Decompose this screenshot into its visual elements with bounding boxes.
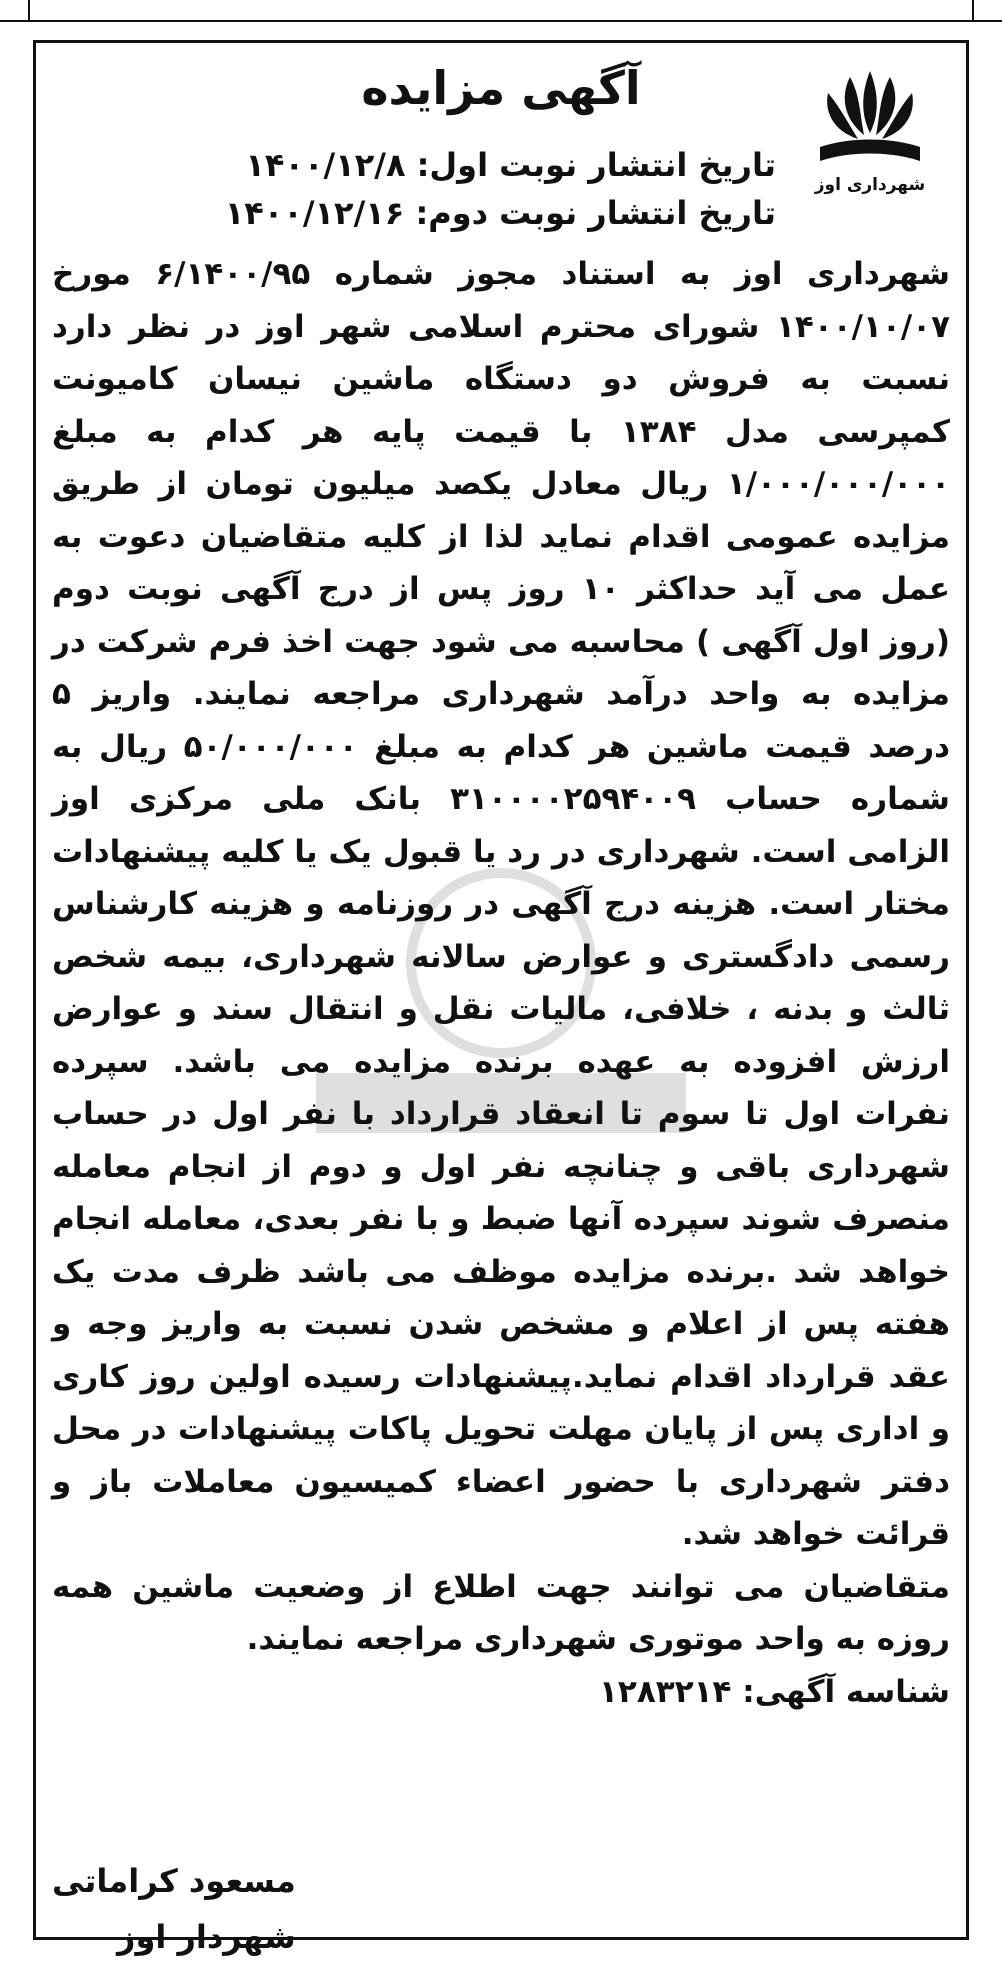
body-paragraph-main: شهرداری اوز به استناد مجوز شماره ۶/۱۴۰۰/۹۵ مورخ ۱۴۰۰/۱۰/۰۷ شورای محترم اسلامی شهر اوز در نظر دارد نسبت به فروش دو دستگاه ماشین نیسان کامیونت کمپرسی مدل ۱۳۸۴ با قیمت پایه هر کدام به مبلغ ۱/۰۰۰/۰۰۰/۰۰۰ ریال معادل یکصد میلیون تومان از طریق مزایده عمومی اقدام نماید لذا از کلیه متقاضیان دعوت به عمل می آید حداکثر ۱۰ روز پس از درج آگهی نوبت دوم (روز اول آگهی ) محاسبه می شود جهت اخذ فرم شرکت در مزایده به واحد درآمد شهرداری مراجعه نمایند. واریز ۵ درصد قیمت ماشین هر کدام به مبلغ ۵۰/۰۰۰/۰۰۰ ریال به شماره حساب ۳۱۰۰۰۰۲۵۹۴۰۰۹ بانک ملی مرکزی اوز الزامی است. شهرداری در رد یا قبول یک یا کلیه پیشنهادات مختار است. هزینه درج آگهی در روزنامه و هزینه کارشناس رسمی دادگستری و عوارض سالانه شهرداری، بیمه شخص ثالث و بدنه ، خلافی، مالیات نقل و انتقال سند و عوارض ارزش افزوده به عهده برنده مزایده می باشد. سپرده نفرات اول تا سوم تا انعقاد قرارداد با نفر اول در حساب شهرداری باقی و چنانچه نفر اول و دوم از انجام معامله منصرف شوند سپرده آنها ضبط و با نفر بعدی، معامله انجام خواهد شد .برنده مزایده موظف می باشد ظرف مدت یک هفته پس از اعلام و مشخص شدن نسبت به واریز وجه و عقد قرارداد اقدام نماید.پیشنهادات رسیده اولین روز کاری و اداری پس از پایان مهلت تحویل پاکات پیشنهادات در محل دفتر شهرداری با حضور اعضاء کمیسیون معاملات باز و قرائت خواهد شد. — [52, 256, 950, 1552]
second-publication-date: تاریخ انتشار نوبت دوم: ۱۴۰۰/۱۲/۱۶ — [224, 194, 776, 232]
ad-id: شناسه آگهی: ۱۲۸۳۲۱۴ — [599, 1673, 950, 1710]
logo-caption: شهرداری اوز — [814, 175, 926, 195]
notice-body — [52, 248, 950, 1718]
signer-title: شهردار اوز — [117, 1918, 296, 1956]
body-paragraph-inspection: متقاضیان می توانند جهت اطلاع از وضعیت ماشین همه روزه به واحد موتوری شهرداری مراجعه نمایند. — [52, 1568, 950, 1657]
page-title: آگهی مزایده — [361, 61, 641, 115]
first-publication-date: تاریخ انتشار نوبت اول: ۱۴۰۰/۱۲/۸ — [245, 146, 776, 184]
signer-name: مسعود کراماتی — [52, 1862, 296, 1900]
signature-block — [52, 1853, 296, 1965]
top-rule — [0, 0, 1002, 22]
publication-dates — [225, 141, 776, 237]
notice-frame — [33, 40, 969, 1956]
